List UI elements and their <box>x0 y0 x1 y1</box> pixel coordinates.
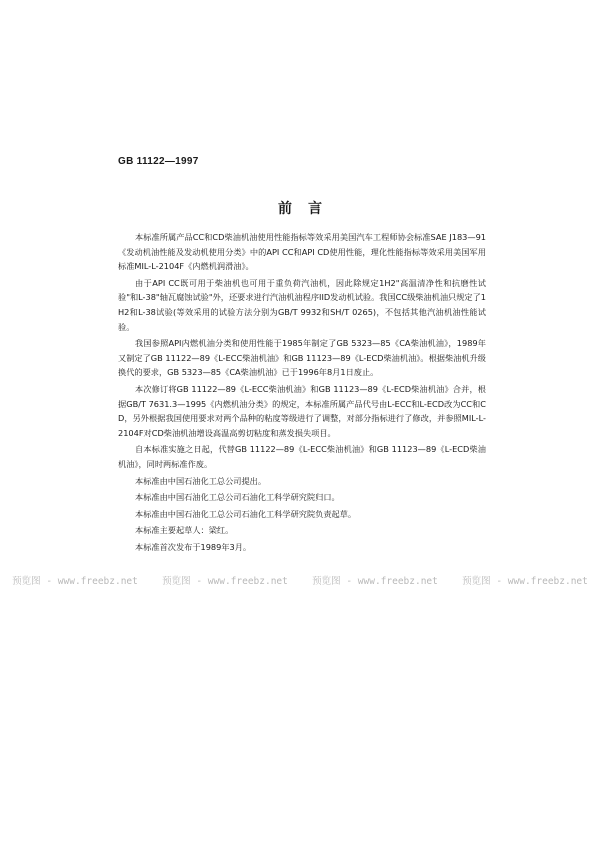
page-title: 前言 <box>278 201 338 217</box>
paragraph: 本标准所属产品CC和CD柴油机油使用性能指标等效采用美国汽车工程师协会标准SAE J183—91《发动机油性能及发动机使用分类》中的API CC和API CD使用性能，理化性能指标等效采用美国军用标准MIL-L-2104F《内燃机润滑油》。 <box>118 232 486 272</box>
watermark-text: 预览图 - www.freebz.net <box>162 576 288 587</box>
watermark-text: 预览图 - www.freebz.net <box>462 576 588 587</box>
paragraph: 本次修订将GB 11122—89《L-ECC柴油机油》和GB 11123—89《L-ECD柴油机油》合并，根据GB/T 7631.3—1995《内燃机油分类》的规定，本标准所属产品代号由L-ECC和L-ECD改为CC和CD，另外根据我国使用要求对两个品种的粘度等级进行了调整，对部分指标进行了修改，并参照MIL-L-2104F对CD柴油机油增设高温高剪切粘度和蒸发损失项目。 <box>118 383 486 438</box>
paragraph: 本标准由中国石油化工总公司石油化工科学研究院归口。 <box>135 492 340 503</box>
paragraph: 本标准主要起草人：梁红。 <box>135 525 234 536</box>
paragraph: 由于API CC既可用于柴油机也可用于重负荷汽油机，因此除规定1H2"高温清净性和抗磨性试验"和L-38"轴瓦腐蚀试验"外，还要求进行汽油机油程序IID发动机试验。我国CC级柴油机油只规定了1H2和L-38试验(等效采用的试验方法分别为GB/T 9932和SH/T 0265)，不包括其他汽油机油性能试验。 <box>118 277 486 332</box>
watermark-strip <box>0 572 600 588</box>
paragraph: 本标准首次发布于1989年3月。 <box>135 541 252 552</box>
watermark-text: 预览图 - www.freebz.net <box>12 576 138 587</box>
document-body <box>118 230 486 556</box>
paragraph: 我国参照API内燃机油分类和使用性能于1985年制定了GB 5323—85《CA柴油机油》，1989年又制定了GB 11122—89《L-ECC柴油机油》和GB 11123—89《L-ECD柴油机油》。根据柴油机升级换代的要求，GB 5323—85《CA柴油机油》已于1996年8月1日废止。 <box>118 338 486 378</box>
paragraph: 自本标准实施之日起，代替GB 11122—89《L-ECC柴油机油》和GB 11123—89《L-ECD柴油机油》，同时两标准作废。 <box>118 444 486 469</box>
watermark-text: 预览图 - www.freebz.net <box>312 576 438 587</box>
paragraph: 本标准由中国石油化工总公司石油化工科学研究院负责起草。 <box>135 508 357 519</box>
paragraph: 本标准由中国石油化工总公司提出。 <box>135 475 267 486</box>
standard-code: GB 11122—1997 <box>118 156 199 167</box>
